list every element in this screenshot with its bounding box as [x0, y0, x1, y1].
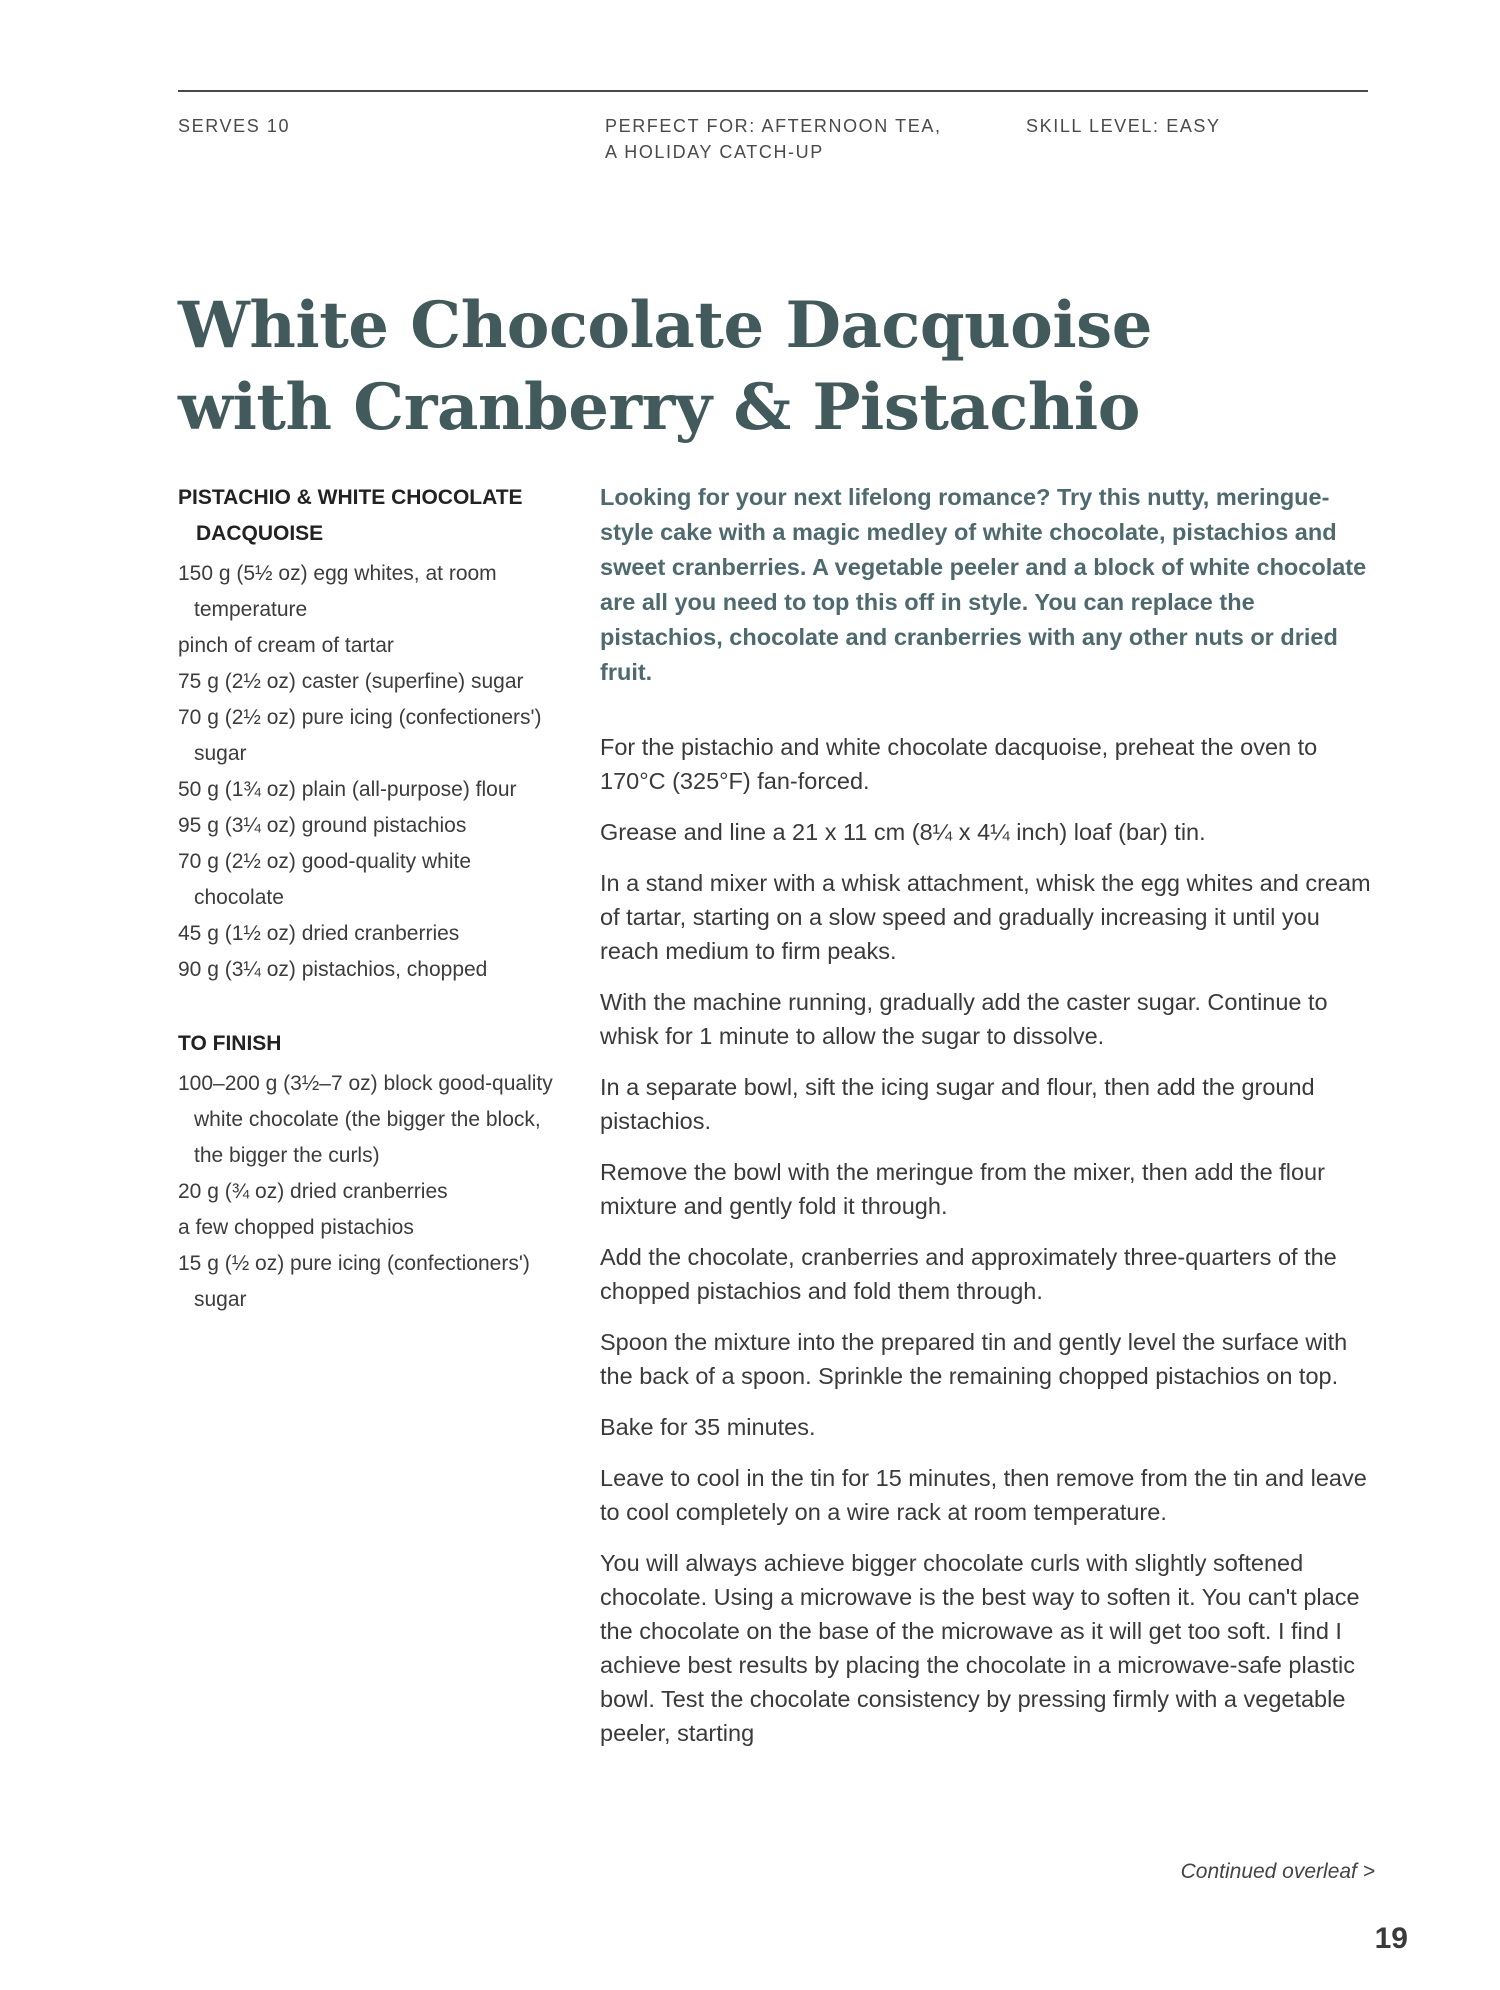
continued-overleaf: Continued overleaf > — [1180, 1860, 1375, 1883]
ingredient-item: 45 g (1½ oz) dried cranberries — [178, 922, 460, 945]
recipe-intro: Looking for your next lifelong romance? Try this nutty, meringue-style cake with a magic medley of white chocolate, pistachios and sweet cranberries. A vegetable peeler and a block of white chocolate are all you need to top this off in style. You can replace the pistachios, chocolate and cranberries with any other nuts or dried fruit. — [600, 484, 1367, 685]
ingredient-item: 75 g (2½ oz) caster (superfine) sugar — [178, 670, 524, 693]
method-step: Leave to cool in the tin for 15 minutes, then remove from the tin and leave to cool completely on a wire rack at room temperature. — [600, 1465, 1367, 1525]
method-step: Remove the bowl with the meringue from the mixer, then add the flour mixture and gently fold it through. — [600, 1159, 1325, 1219]
ingredient-item: 50 g (1¾ oz) plain (all-purpose) flour — [178, 778, 517, 801]
method-step: Add the chocolate, cranberries and approximately three-quarters of the chopped pistachios and fold them through. — [600, 1244, 1337, 1304]
serves-label: SERVES 10 — [178, 116, 291, 136]
ingredients-section-dacquoise — [178, 480, 558, 988]
ingredient-list — [178, 556, 558, 988]
top-rule — [178, 90, 1368, 92]
method-step: For the pistachio and white chocolate dacquoise, preheat the oven to 170°C (325°F) fan-forced. — [600, 734, 1318, 794]
perfect-for-label — [605, 113, 985, 165]
ingredient-item: 150 g (5½ oz) egg whites, at room temperature — [178, 562, 497, 621]
method-step: Spoon the mixture into the prepared tin and gently level the surface with the back of a spoon. Sprinkle the remaining chopped pistachios on top. — [600, 1329, 1348, 1389]
ingredients-heading: PISTACHIO & WHITE CHOCOLATE DACQUOISE — [178, 486, 523, 545]
perfect-for-line-2: A HOLIDAY CATCH-UP — [605, 142, 824, 162]
ingredients-heading: TO FINISH — [178, 1032, 282, 1055]
ingredients-column — [178, 480, 558, 1318]
ingredient-item: 15 g (½ oz) pure icing (confectioners') sugar — [178, 1252, 530, 1311]
method-column — [600, 480, 1380, 1767]
recipe-title-line-2: with Cranberry & Pistachio — [178, 370, 1140, 445]
ingredient-item: 20 g (¾ oz) dried cranberries — [178, 1180, 448, 1203]
method-step: You will always achieve bigger chocolate curls with slightly softened chocolate. Using a microwave is the best way to soften it. You can't place the chocolate on the base of the microwave as it will get too soft. I find I achieve best results by placing the chocolate in a microwave-safe plastic bowl. Test the chocolate consistency by pressing firmly with a vegetable peeler, starting — [600, 1550, 1360, 1746]
method-steps — [600, 730, 1380, 1750]
method-step: With the machine running, gradually add the caster sugar. Continue to whisk for 1 minute to allow the sugar to dissolve. — [600, 989, 1328, 1049]
ingredient-list — [178, 1066, 558, 1318]
method-step: In a stand mixer with a whisk attachment, whisk the egg whites and cream of tartar, starting on a slow speed and gradually increasing it until you reach medium to firm peaks. — [600, 870, 1371, 964]
ingredient-item: 70 g (2½ oz) pure icing (confectioners') sugar — [178, 706, 542, 765]
ingredient-item: 100–200 g (3½–7 oz) block good-quality white chocolate (the bigger the block, the bigger the curls) — [178, 1072, 553, 1167]
page-number: 19 — [1374, 1922, 1408, 1955]
recipe-title-line-1: White Chocolate Dacquoise — [178, 288, 1152, 363]
ingredient-item: 95 g (3¼ oz) ground pistachios — [178, 814, 467, 837]
ingredients-section-finish — [178, 1026, 558, 1318]
recipe-title — [178, 285, 1152, 449]
ingredient-item: a few chopped pistachios — [178, 1216, 414, 1239]
method-step: In a separate bowl, sift the icing sugar and flour, then add the ground pistachios. — [600, 1074, 1315, 1134]
perfect-for-line-1: PERFECT FOR: AFTERNOON TEA, — [605, 116, 942, 136]
ingredient-item: 70 g (2½ oz) good-quality white chocolate — [178, 850, 472, 909]
ingredient-item: 90 g (3¼ oz) pistachios, chopped — [178, 958, 488, 981]
skill-level-label: SKILL LEVEL: EASY — [1026, 116, 1221, 136]
method-step: Bake for 35 minutes. — [600, 1414, 816, 1440]
method-step: Grease and line a 21 x 11 cm (8¼ x 4¼ inch) loaf (bar) tin. — [600, 819, 1206, 845]
ingredient-item: pinch of cream of tartar — [178, 634, 394, 657]
